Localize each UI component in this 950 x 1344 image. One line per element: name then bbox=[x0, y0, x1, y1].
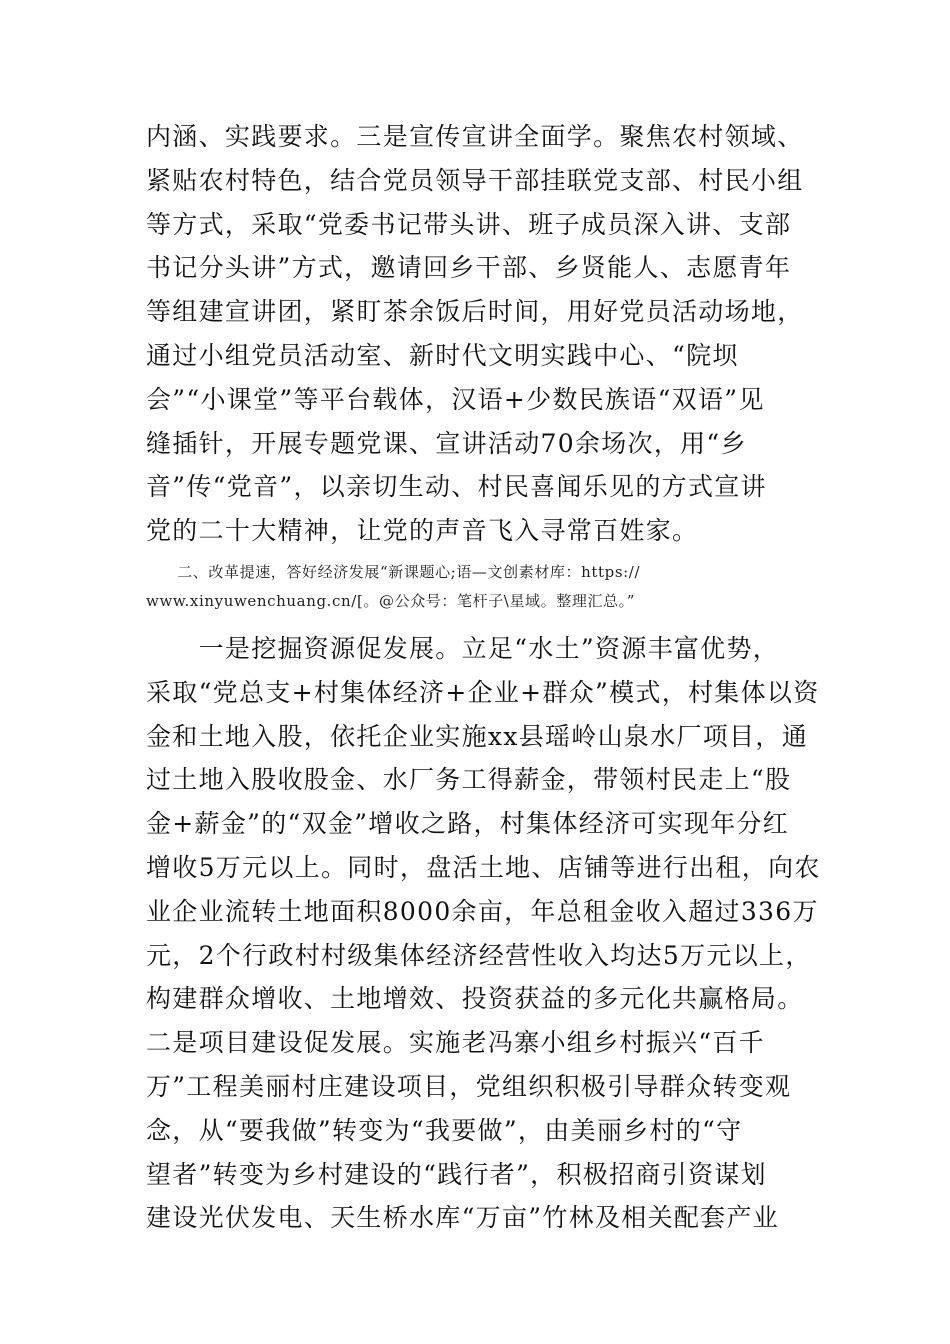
text-line: 念，从“要我做”转变为“我要做”，由美丽乡村的“守 bbox=[146, 1115, 743, 1145]
text-line: 金和土地入股，依托企业实施xx县瑶岭山泉水厂项目，通 bbox=[146, 721, 809, 751]
text-line: 过土地入股收股金、水厂务工得薪金，带领村民走上“股 bbox=[146, 765, 792, 795]
text-line: 建设光伏发电、天生桥水库“万亩”竹林及相关配套产业 bbox=[146, 1203, 780, 1233]
paragraph-propaganda bbox=[146, 115, 814, 553]
section-heading bbox=[146, 558, 814, 616]
text-line: 万”工程美丽村庄建设项目，党组织积极引导群众转变观 bbox=[146, 1071, 792, 1101]
text-line: 通过小组党员活动室、新时代文明实践中心、“院坝 bbox=[146, 340, 739, 370]
text-line: 内涵、实践要求。三是宣传宣讲全面学。聚焦农村领域、 bbox=[146, 122, 804, 151]
heading-line: www.xinyuwenchuang.cn/[。@公众号：笔杆子\星域。整理汇总。” bbox=[146, 592, 636, 610]
text-line: 元，2个行政村村级集体经济经营性收入均达5万元以上， bbox=[146, 940, 812, 970]
text-line: 缝插针，开展专题党课、宣讲活动70余场次，用“乡 bbox=[146, 428, 747, 458]
text-line: 紧贴农村特色，结合党员领导干部挂联党支部、村民小组 bbox=[146, 165, 804, 195]
text-line: 增收5万元以上。同时，盘活土地、店铺等进行出租，向农 bbox=[146, 852, 821, 882]
text-line: 金+薪金”的“双金”增收之路，村集体经济可实现年分红 bbox=[146, 809, 790, 839]
text-line: 书记分头讲”方式，邀请回乡干部、乡贤能人、志愿青年 bbox=[146, 253, 792, 283]
text-line: 望者”转变为乡村建设的“践行者”，积极招商引资谋划 bbox=[146, 1159, 767, 1189]
text-line: 一是挖掘资源促发展。立足“水土”资源丰富优势， bbox=[146, 634, 780, 663]
text-line: 构建群众增收、土地增效、投资获益的多元化共赢格局。 bbox=[146, 984, 804, 1014]
text-line: 业企业流转土地面积8000余亩，年总租金收入超过336万 bbox=[146, 896, 819, 926]
text-line: 采取“党总支+村集体经济+企业+群众”模式，村集体以资 bbox=[146, 677, 820, 707]
text-line: 二是项目建设促发展。实施老冯寨小组乡村振兴“百千 bbox=[146, 1028, 765, 1058]
text-line: 会”“小课堂”等平台载体，汉语+少数民族语“双语”见 bbox=[146, 384, 765, 414]
paragraph-economy bbox=[146, 627, 821, 1240]
heading-line: 二、改革提速，答好经济发展“新课题心;语—文创素材库：https:// bbox=[146, 563, 641, 581]
text-line: 音”传“党音”，以亲切生动、村民喜闻乐见的方式宣讲 bbox=[146, 472, 767, 502]
text-line: 等组建宣讲团，紧盯茶余饭后时间，用好党员活动场地， bbox=[146, 297, 804, 327]
text-line: 等方式，采取“党委书记带头讲、班子成员深入讲、支部 bbox=[146, 209, 792, 239]
text-line: 党的二十大精神，让党的声音飞入寻常百姓家。 bbox=[146, 516, 699, 546]
